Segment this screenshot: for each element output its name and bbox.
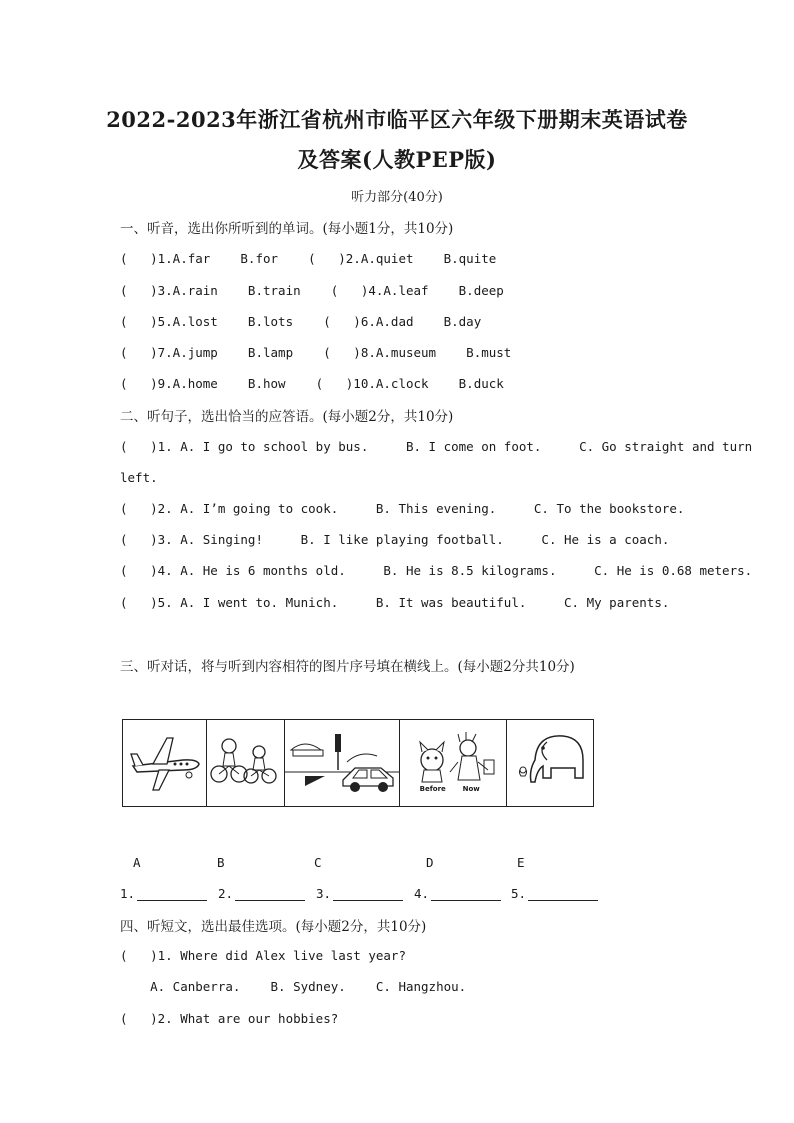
picture-letter-c: C — [314, 855, 322, 870]
before-now-icon — [400, 720, 507, 806]
section2-row: left. — [120, 470, 158, 485]
section4-row: ( )1. Where did Alex live last year? — [120, 948, 406, 963]
section4-row: ( )2. What are our hobbies? — [120, 1011, 339, 1026]
listening-subtitle: 听力部分(40分) — [351, 190, 443, 205]
section2-row: ( )1. A. I go to school by bus. B. I come on foot. C. Go straight and turn — [120, 439, 753, 454]
exam-title-line2: 及答案(人教PEP版) — [297, 147, 497, 172]
section3-heading: 三、听对话，将与听到内容相符的图片序号填在横线上。(每小题2分共10分) — [120, 659, 575, 675]
answer-blank-3[interactable]: 3. — [316, 886, 403, 901]
elephant-icon — [507, 720, 594, 806]
picture-letter-e: E — [517, 855, 525, 870]
picture-b-bikes — [207, 720, 284, 806]
now-label: Now — [462, 785, 480, 793]
section2-row: ( )2. A. I’m going to cook. B. This evening. C. To the bookstore. — [120, 501, 685, 516]
airplane-icon — [123, 720, 207, 806]
picture-letter-a: A — [133, 855, 141, 870]
picture-letter-b: B — [217, 855, 225, 870]
picture-d-before-now — [400, 720, 507, 806]
answer-blank-2[interactable]: 2. — [218, 886, 305, 901]
section1-row: ( )3.A.rain B.train ( )4.A.leaf B.deep — [120, 283, 504, 298]
section4-row: A. Canberra. B. Sydney. C. Hangzhou. — [120, 979, 467, 994]
section2-row: ( )5. A. I went to. Munich. B. It was beautiful. C. My parents. — [120, 595, 670, 610]
section4-heading: 四、听短文，选出最佳选项。(每小题2分，共10分) — [120, 919, 427, 935]
answer-blank-1[interactable]: 1. — [120, 886, 207, 901]
section1-row: ( )9.A.home B.how ( )10.A.clock B.duck — [120, 376, 504, 391]
picture-c-road-car — [285, 720, 400, 806]
picture-e-elephant — [507, 720, 593, 806]
section2-row: ( )3. A. Singing! B. I like playing football. C. He is a coach. — [120, 532, 670, 547]
section1-row: ( )1.A.far B.for ( )2.A.quiet B.quite — [120, 251, 497, 266]
before-label: Before — [419, 785, 446, 793]
section1-row: ( )7.A.jump B.lamp ( )8.A.museum B.must — [120, 345, 512, 360]
section1-heading: 一、听音，选出你所听到的单词。(每小题1分，共10分) — [120, 221, 454, 237]
exam-title-line1: 2022-2023年浙江省杭州市临平区六年级下册期末英语试卷 — [106, 107, 688, 132]
picture-letter-d: D — [426, 855, 434, 870]
answer-blank-4[interactable]: 4. — [414, 886, 501, 901]
bicycle-icon — [207, 720, 284, 806]
section2-heading: 二、听句子，选出恰当的应答语。(每小题2分，共10分) — [120, 409, 454, 425]
section2-row: ( )4. A. He is 6 months old. B. He is 8.5 kilograms. C. He is 0.68 meters. — [120, 563, 753, 578]
car-icon — [285, 720, 400, 806]
picture-a-airplane — [123, 720, 207, 806]
answer-blank-5[interactable]: 5. — [511, 886, 598, 901]
picture-strip — [122, 719, 594, 807]
section1-row: ( )5.A.lost B.lots ( )6.A.dad B.day — [120, 314, 482, 329]
